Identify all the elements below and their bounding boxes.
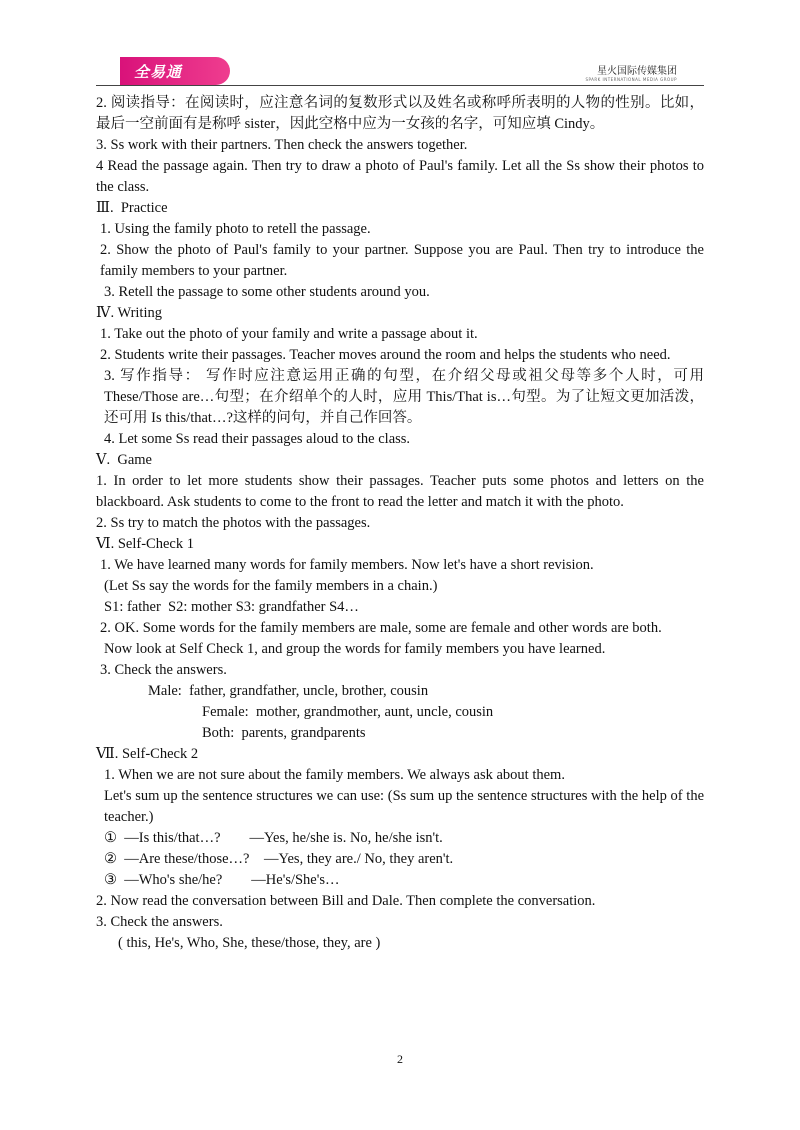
body-line: 2. Now read the conversation between Bill and Dale. Then complete the conversation.: [96, 893, 596, 909]
document-body: [96, 93, 704, 954]
answer-word-list: ( this, He's, Who, She, these/those, they, are ): [118, 935, 381, 951]
reading-guide-paragraph: 2. 阅读指导：在阅读时，应注意名词的复数形式以及姓名或称呼所表明的人物的性别。比如，最后一空前面有是称呼 sister，因此空格中应为一女孩的名字，可知应填 Cindy。: [96, 95, 704, 132]
body-line: S1: father S2: mother S3: grandfather S4…: [104, 599, 359, 615]
answer-both: Both: parents, grandparents: [202, 725, 366, 741]
body-line: 1. When we are not sure about the family members. We always ask about them.: [104, 767, 565, 783]
sentence-structure-2: ② —Are these/those…? —Yes, they are./ No, they aren't.: [104, 851, 454, 867]
section-heading-self-check-1: Ⅵ. Self-Check 1: [96, 536, 194, 552]
publisher-brand: [585, 62, 677, 82]
section-heading-practice: Ⅲ. Practice: [96, 200, 168, 216]
answer-male: Male: father, grandfather, uncle, brother, cousin: [148, 683, 429, 699]
section-heading-writing: Ⅳ. Writing: [96, 305, 162, 321]
answer-female: Female: mother, grandmother, aunt, uncle, cousin: [202, 704, 494, 720]
quanyitong-logo: [120, 57, 230, 85]
sentence-structure-1: ① —Is this/that…? —Yes, he/she is. No, he/she isn't.: [104, 830, 443, 846]
body-line: 3. Ss work with their partners. Then check the answers together.: [96, 137, 468, 153]
body-line: 3. Check the answers.: [96, 914, 223, 930]
body-line: 1. We have learned many words for family members. Now let's have a short revision.: [100, 557, 594, 573]
body-paragraph: 1. In order to let more students show their passages. Teacher puts some photos and letters on the blackboard. Ask students to come to the front to read the letter and match it with the photo.: [96, 473, 704, 510]
header-divider: [96, 85, 704, 86]
body-line: 3. Check the answers.: [100, 662, 227, 678]
body-paragraph: 2. Show the photo of Paul's family to your partner. Suppose you are Paul. Then try to introduce the family members to your partner.: [100, 242, 704, 279]
page-number: 2: [397, 1052, 403, 1066]
brand-name-cn: 星火国际传媒集团: [597, 66, 677, 77]
page-header: [0, 0, 800, 90]
body-line: 4. Let some Ss read their passages aloud to the class.: [104, 431, 411, 447]
logo-text: 全易通: [134, 62, 183, 81]
section-heading-game: Ⅴ. Game: [96, 452, 152, 468]
body-line: 1. Take out the photo of your family and write a passage about it.: [100, 326, 478, 342]
body-line: 1. Using the family photo to retell the passage.: [100, 221, 371, 237]
body-paragraph: 4 Read the passage again. Then try to draw a photo of Paul's family. Let all the Ss show their photos to the class.: [96, 158, 704, 195]
body-line: 3. Retell the passage to some other students around you.: [104, 284, 430, 300]
sentence-structure-3: ③ —Who's she/he? —He's/She's…: [104, 872, 340, 888]
body-paragraph: Let's sum up the sentence structures we can use: (Ss sum up the sentence structures with the help of the teacher.): [104, 788, 704, 825]
body-paragraph: 2. Students write their passages. Teacher moves around the room and helps the students who need.: [100, 347, 671, 363]
section-heading-self-check-2: Ⅶ. Self-Check 2: [96, 746, 199, 762]
brand-name-en: SPARK INTERNATIONAL MEDIA GROUP: [585, 77, 677, 82]
body-line: Now look at Self Check 1, and group the words for family members you have learned.: [104, 641, 606, 657]
writing-guide-paragraph: 3. 写作指导： 写作时应注意运用正确的句型，在介绍父母或祖父母等多个人时，可用 These/Those are…句型；在介绍单个的人时，应用 This/That is…句型。为了让短文更加活泼，还可用 Is this/that…?这样的问句，并自己作回答。: [104, 368, 704, 426]
body-line: 2. Ss try to match the photos with the passages.: [96, 515, 371, 531]
body-paragraph: 2. OK. Some words for the family members are male, some are female and other words are both.: [100, 620, 662, 636]
body-line: (Let Ss say the words for the family members in a chain.): [104, 578, 438, 594]
